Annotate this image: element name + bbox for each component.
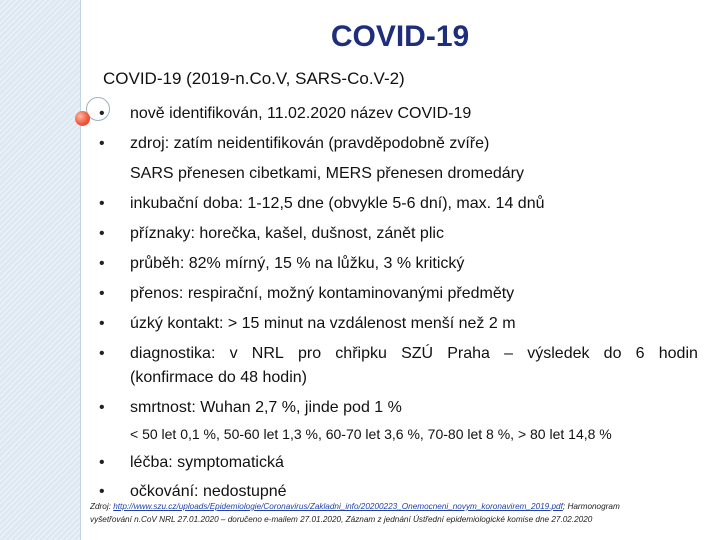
item-label: příznaky (130, 225, 191, 242)
footnote-suffix: ; Harmonogram (562, 502, 620, 511)
item-label: inkubační doba (130, 195, 239, 212)
item-text: : Wuhan 2,7 %, jinde pod 1 % (191, 399, 402, 416)
bullet-marker: • (99, 195, 105, 212)
bullet-marker: • (99, 345, 105, 362)
item-word: výsledek (527, 345, 590, 362)
bullet-item-treatment (130, 454, 284, 472)
item-word: v (229, 345, 238, 362)
bullet-marker: • (99, 454, 105, 471)
item-label: smrtnost (130, 399, 192, 416)
item-text: : > 15 minut na vzdálenost menší než 2 m (218, 315, 516, 332)
item-label: diagnostika (130, 345, 211, 362)
diagnostics-continuation (130, 369, 307, 387)
mortality-by-age (130, 426, 612, 442)
item-text: : nedostupné (194, 483, 287, 500)
slide-title: COVID-19 (330, 20, 470, 53)
item-label: očkování (130, 483, 195, 500)
bullet-item-diagnostics (130, 345, 698, 363)
decorative-sidebar (0, 0, 81, 540)
item-text: (konfirmace do 48 hodin) (130, 369, 307, 386)
slide-subtitle: COVID-19 (2019-n.Co.V, SARS-Co.V-2) (103, 69, 405, 88)
item-text: : 82% mírný, 15 % na lůžku, 3 % kritický (179, 255, 465, 272)
item-label: léčba (130, 454, 169, 471)
bullet-item-course (130, 255, 464, 273)
item-word: – (504, 345, 514, 362)
item-text: SARS přenesen cibetkami, MERS přenesen dromedáry (130, 165, 524, 182)
bullet-marker: • (99, 315, 105, 332)
source-link[interactable]: http://www.szu.cz/uploads/Epidemiologie/Coronavirus/Zakladni_info/20200223_Onemocneni_novym_koronavirem_2019.pdf (113, 502, 563, 511)
item-word: chřipku (335, 345, 387, 362)
item-word: hodin (658, 345, 698, 362)
bullet-item-mortality (130, 399, 402, 417)
bullet-marker: • (99, 135, 105, 152)
item-label: průběh (130, 255, 180, 272)
item-text: : respirační, možný kontaminovanými předměty (178, 285, 515, 302)
bullet-item-symptoms (130, 225, 444, 243)
bullet-item-vaccination (130, 483, 287, 501)
item-text: nově identifikován, 11.02.2020 název COVID-19 (130, 105, 472, 122)
red-dot-ornament (75, 111, 90, 126)
item-word: do (603, 345, 622, 362)
item-label: přenos (130, 285, 179, 302)
bullet-marker: • (99, 285, 105, 302)
bullet-item-source (130, 135, 489, 153)
source-continuation (130, 165, 524, 183)
item-word: pro (297, 345, 322, 362)
item-word: : (210, 345, 216, 362)
bullet-marker: • (99, 399, 105, 416)
item-text: : zatím neidentifikován (pravděpodobně zvíře) (164, 135, 490, 152)
item-label: úzký kontakt (130, 315, 219, 332)
bullet-item-identified (130, 105, 471, 123)
bullet-item-incubation (130, 195, 544, 213)
item-word: 6 (635, 345, 645, 362)
item-label-group (130, 345, 215, 363)
source-footnote (90, 500, 715, 526)
bullet-marker: • (99, 255, 105, 272)
item-text: : symptomatická (168, 454, 284, 471)
item-label: zdroj (130, 135, 165, 152)
item-word: NRL (251, 345, 284, 362)
item-word: Praha (447, 345, 490, 362)
footnote-line2: vyšetřování n.CoV NRL 27.01.2020 – doručeno e-mailem 27.01.2020, Záznam z jednání Ústřední epidemiologické komise dne 27.02.2020 (90, 515, 593, 524)
item-text: < 50 let 0,1 %, 50-60 let 1,3 %, 60-70 let 3,6 %, 70-80 let 8 %, > 80 let 14,8 % (130, 426, 612, 442)
item-word: SZÚ (401, 345, 434, 362)
item-text: : horečka, kašel, dušnost, zánět plic (190, 225, 444, 242)
bullet-marker: • (99, 105, 105, 122)
bullet-item-transmission (130, 285, 514, 303)
bullet-item-close-contact (130, 315, 516, 333)
bullet-marker: • (99, 483, 105, 500)
footnote-prefix: Zdroj: (90, 502, 114, 511)
item-text: : 1-12,5 dne (obvykle 5-6 dní), max. 14 dnů (238, 195, 545, 212)
bullet-marker: • (99, 225, 105, 242)
